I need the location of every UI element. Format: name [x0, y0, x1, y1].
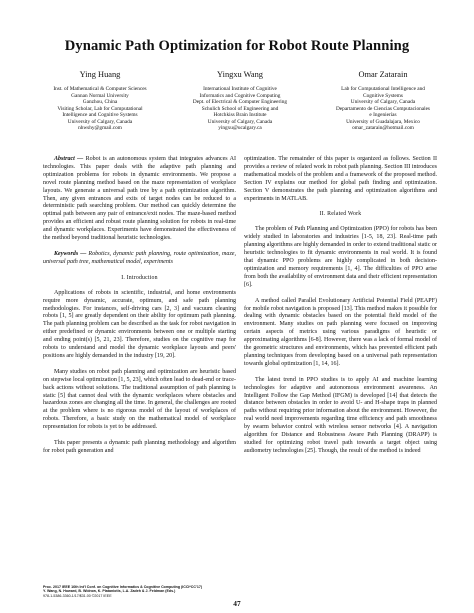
author-affiliation-line: Hotchkiss Brain Institute: [213, 112, 267, 118]
section-heading-related-work: II. Related Work: [319, 211, 362, 218]
body-paragraph: optimization. The remainder of this paper is organized as follows. Section II provides a review of related work in robot path planning. Section III introduces mathematical models of the problem and a framework of the proposed method. Section IV explains our method for global path finding and optimization. Section V demonstrates the path planning and optimization algorithms and experiments in MATLAB.: [244, 156, 437, 202]
keywords-text: Robotics, dynamic path planning, route optimization, maze, universal path tree, mathematical model, experiments: [43, 250, 236, 265]
body-paragraph: The latest trend in PPO studies is to apply AI and machine learning technologies for adaptive and autonomous environment awareness. An Intelligent Follow the Gap Method (IFGM) is developed [14] that detects the distance between obstacles in order to avoid U- and H-shape traps in planned paths without requiring prior information about the environment. However, the real world need improvements regarding time efficiency and path smoothness by swarm behavior control with wireless sensor networks [4]. A navigation algorithm for Distance and Robustness Aware Path Planning (DRAPP) is studied for optimizing robot travel path towards a target object using audiometry technologies [25]. Though, the result of the method is indeed: [244, 376, 437, 454]
footer-line: Proc. 2017 IEEE 16th Int'l Conf. on Cognitive Informatics & Cognitive Computing (ICCI*CC'17): [43, 585, 203, 589]
author-affiliation-line: Schulich School of Engineering and: [201, 105, 279, 112]
author-email[interactable]: yingxu@ucalgary.ca: [218, 125, 262, 131]
paper-title: Dynamic Path Optimization for Robot Route Planning: [64, 38, 410, 54]
author-affiliation-line: Visiting Scholar, Lab for Computational: [57, 105, 143, 112]
author-email[interactable]: nhwshy@gmail.com: [78, 125, 122, 131]
body-paragraph: This paper presents a dynamic path planning methodology and algorithm for robot path generation and: [43, 440, 236, 454]
author-affiliation-line: Cognitive Systems: [363, 92, 403, 99]
author-affiliation-line: e Ingenierías: [369, 112, 397, 118]
author-name: Yingxu Wang: [217, 70, 263, 79]
author-affiliation-line: University of Calgary, Canada: [207, 118, 273, 125]
author-affiliation-line: Intelligence and Cognitive Systems: [62, 112, 138, 118]
keywords: [43, 251, 236, 267]
author-block-1: [30, 70, 170, 132]
author-affiliation-line: Lab for Computational Intelligence and: [341, 86, 425, 92]
body-paragraph: The problem of Path Planning and Optimization (PPO) for robots has been widely studied in laboratories and industries [1-5, 18, 23]. Real-time path planning algorithms are highly demanded in order to extend traditional static or heuristic technologies to fit dynamic environments in real world. It is found that dynamic PPO problems are highly complicated in both decision-optimization and memory requirements [1, 4]. The difficulties of PPO arise from both the availability of environment data and their efficient representation [6].: [244, 226, 437, 288]
author-affiliation-line: Gannan Normal University: [71, 92, 129, 99]
author-affiliation-line: Departamento de Ciencias Computacionales: [336, 105, 430, 112]
section-heading-introduction: I. Introduction: [121, 274, 158, 281]
body-paragraph: Many studies on robot path planning and optimization are heuristic based on stepwise local optimization [1, 5, 23], which often lead to dead-end or trace-back actions without solutions. The traditional assumption of path planning is static [5] that cannot deal with the dynamic workplaces where obstacles and hazardous zones are changing all the time. In general, the challenges are rooted at the problem where is no rigorous model of the layout of workplaces of robots. Therefore, a basic study on the mathematical model of workplace representation for robots is yet to be addressed.: [43, 368, 236, 431]
author-affiliation-line: Inst. of Mathematical & Computer Sciences: [53, 86, 147, 92]
author-affiliation-line: Informatics and Cognitive Computing: [199, 92, 281, 99]
body-paragraph: A method called Parallel Evolutionary Artificial Potential Field (PEAPF) for mobile robot navigation is proposed [13]. This method makes it possible for dealing with dynamic obstacles based on the potential field model of the environment. Many studies on path planning were focused on improving certain aspects of metrics using various paradigms of heuristic or approximating algorithms [6-8]. However, there was a lack of formal model of the geometric structures and environments, which has prevented efficient path planning techniques from developing based on a universal path representation towards global optimization [1, 14, 16].: [244, 297, 437, 367]
author-name: Omar Zatarain: [358, 70, 408, 79]
abstract-text: Robot is an autonomous system that integrates advances AI technologies. This paper deals with the adaptive path planning and optimization problems for robots in dynamic environments. We propose a novel route planning method based on the maze representation of workplace layouts. We generate a universal path tree by a path optimization algorithm. Then, any given entrances and exits of target nodes can be reduced to a deterministic path searching problem. Our method can quickly determine the optimal path between any pair of entrance/exit nodes. The maze-based method provides an efficient and robust route planning solution for robots in real-time and dynamic workplaces. Experiments have demonstrated the effectiveness of the method beyond traditional heuristic technologies.: [43, 156, 237, 242]
author-block-2: [165, 70, 315, 132]
left-column: [43, 156, 236, 464]
right-column: [244, 156, 437, 464]
body-paragraph: Applications of robots in scientific, industrial, and home environments require more dynamic, accurate, optimum, and safe path planning methodologies. For instances, self-driving cars [2, 3] and vacuum cleaning robots [1, 5] are greatly dependent on their ability for optimum path planning. The path planning problem can be described as the task for robot navigation in either predefined or dynamic environments between one or multiple starting and ending point(s) [5, 21, 23]. Therefore, studies on the cognitive map for robots to understand and model the dynamic workplace layouts and peers' positions are highly demanded in the industry [19, 20].: [43, 289, 236, 359]
author-affiliation-line: University of Guadalajara, Mexico: [346, 118, 420, 125]
author-block-3: [318, 70, 448, 132]
author-name: Ying Huang: [79, 70, 121, 79]
author-affiliation-line: Ganzhou, China: [82, 99, 118, 105]
copyright-footer: [43, 585, 202, 598]
footer-line: 978-1-5386-3360-1/17/$31.00 ©2017 IEEE: [43, 593, 112, 598]
author-email[interactable]: omar_zatarain@hotmail.com: [352, 125, 414, 131]
abstract-label: Abstract —: [54, 156, 84, 162]
page-number: 47: [233, 599, 241, 608]
abstract: [43, 156, 236, 243]
author-affiliation-line: University of Calgary, Canada: [350, 99, 416, 105]
author-affiliation-line: International Institute of Cognitive: [203, 86, 277, 92]
footer-line: Y. Wang, N. Howard, B. Widrow, K. Plataniotis, L.A. Zadeh & J. Feldman (Eds.): [43, 589, 176, 594]
keywords-label: Keywords —: [54, 250, 87, 257]
author-affiliation-line: University of Calgary, Canada: [67, 118, 133, 125]
author-affiliation-line: Dept. of Electrical & Computer Engineering: [192, 99, 288, 105]
